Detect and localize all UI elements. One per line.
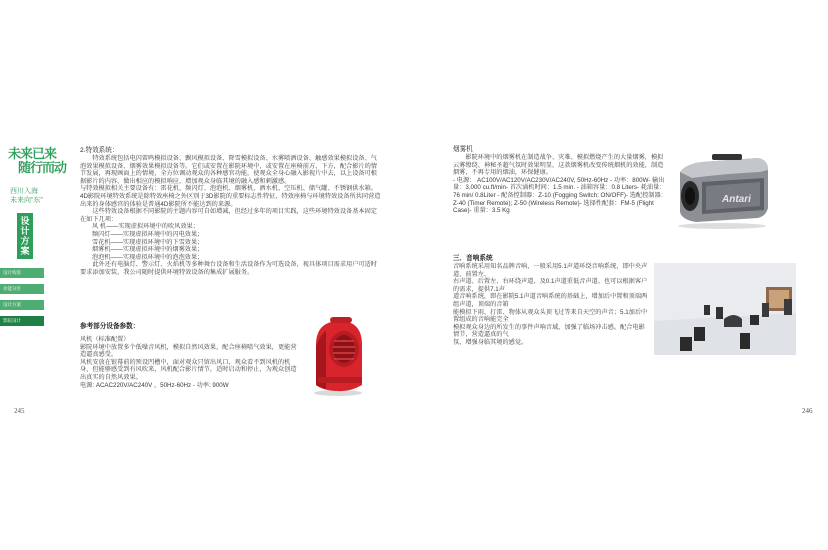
- effects-section: [80, 147, 382, 277]
- effects-closing: 此外还有电脑灯、警示灯、火焰机等多种舞台设备和生活设备作为可选设备，视具体项目需求用户可适时要求添加安装，我公司随时提供环境特效设备的集成扩展服务。: [80, 261, 377, 276]
- page-number-right: 246: [802, 407, 813, 415]
- sound-line: 右声道、后置左、右环绕声道、及0.1声道重低音声道。也可以根据客户的需求，提供7.1声: [453, 278, 648, 293]
- sound-system-image: [654, 263, 796, 355]
- reference-section: [80, 323, 302, 389]
- effects-heading: 2.特效系统：: [80, 147, 119, 154]
- effects-para-3: 这些特效设备根据不同影院的主题内容可自如增减，但经过多年的项目实践，这些环境特效设备基本固定在如下几项：: [80, 208, 377, 223]
- ref-line-4: 电源: ACAC220V/AC240V ，50Hz-60Hz - 功率: 900W: [80, 381, 229, 389]
- list-item: 雪花机——实现虚拟环境中的下雪效果；: [92, 238, 204, 246]
- sidebar-item-4[interactable]: 影院设计: [0, 316, 44, 326]
- sound-line: 模拟观众身边的所发生的事件声响音域，加强了临场冲击感。配合电影情节，营造逼真的气: [453, 323, 645, 339]
- fog-heading: 烟雾机: [453, 146, 473, 153]
- sidebar-nav: [0, 268, 44, 332]
- list-item: 烟雾机——实现虚拟环境中的烟雾效果；: [92, 246, 204, 254]
- fog-section: [453, 146, 667, 215]
- list-item: 泡泡机——实现虚拟环境中的泡泡效果；: [92, 253, 204, 261]
- fog-machine-image: [672, 152, 772, 230]
- ref-line-2: 影院环境中放置多个低噪音风机，模拟自然风效果，配合座椅喷气效果，更能营造逼真感受。: [80, 343, 297, 359]
- sound-line: 氛，增强身临其境的感觉。: [453, 338, 528, 346]
- effects-para-1: 特效系统包括电闪雷鸣模拟设备、飘风模拟设备、降雪模拟设备、水雾喷洒设备、触感效果模拟设备、气泡效果模拟设备、烟雾效果模拟设备等。它们或安置在影院环境中，或安置在座椅前方、下方，配合影片的情节发展，再现画面上的情境，全方位调动观众的各种感官功能，使观众全身心融入影视片中去，以上设备可根据影片的内容，做出相应的模拟响应，增加观众身临其境的融入感和刺激感。: [80, 155, 377, 185]
- slogan-line1: 西川入海: [10, 188, 38, 195]
- fog-desc: 影院环境中的烟雾机在制造战争、灾难、模拟燃烧产生的大量烟雾，模拟云雾缭绕、神秘圣超气氛时效果明显，这款烟雾机改变传统烟机的效能，制造烟雾，不再专用的烟油，环保健康。: [453, 154, 664, 177]
- effects-list: [80, 223, 382, 261]
- ref-line-3: 风机安放在银幕前的预设凹槽中，面对观众只留出风口，观众看不到风机的机身，但能够感受到有风吹来，风机配合影片情节，适时启动和停止，为观众创造出真实的自然风效果。: [80, 358, 297, 381]
- sound-heading: 三．音响系统: [453, 255, 493, 262]
- sound-section: [453, 255, 649, 347]
- list-item: 频闪灯——实现虚拟环境中的闪电效果；: [92, 230, 204, 238]
- slogan-line2: 未来向“东”: [10, 197, 43, 204]
- fog-specs: - 电源： AC100V/AC120V/AC230V/AC240V, 50Hz-60Hz - 功率：800W- 输出量：3,000 cu.ft/min- 首次涌机时间：1.5 min. - 油箱容量：0.8 Liters- 耗油量：76 min/ 0.8Liter - 配备控制器：Z-10 (Fogging Switch: ON/OFF)- 选配控制器：Z-40 (Timer Remote); Z-50 (Wireless Remote)- 选择性配套：FM-5 (Flight Case)- 重量：3.5 Kg: [453, 176, 667, 215]
- brand-logo: [8, 147, 66, 175]
- effects-para-2: 与特效模拟相关主要设备有：雷花机、频闪灯、泡泡机、烟雾机、洒水机、空压机、储气罐、不锈钢供水箱。 4D影院环境特效系统是除特效座椅之外区别于3D影院的重要标志性特征，特效座椅与环境特效设备所共同营造出来的身体感官的体验是普通4D影院所不能达到的来源。: [80, 185, 381, 208]
- sound-line: 能模拟下雨、打雷、物体从观众头顶飞过等来自天空的声音；5.1加后中置组成的音响能完全: [453, 308, 648, 324]
- fan-image: [310, 315, 368, 397]
- slogan: [10, 187, 43, 205]
- list-item: 风 机——实现虚拟环境中的吹风效果；: [92, 223, 199, 231]
- sound-line: 道音响系统，即在影院5.1声道音响系统的基础上，增加后中置和顶端两组声道，顶端的音箱: [453, 293, 648, 308]
- logo-line1: 未来已来: [8, 146, 57, 161]
- sidebar-item-2[interactable]: 功能分区: [0, 284, 44, 294]
- section-title: 设计方案: [17, 213, 33, 259]
- sidebar-item-1[interactable]: 设计构思: [0, 268, 44, 278]
- page-number-left: 245: [14, 407, 25, 415]
- brand-text: Antari: [722, 194, 751, 205]
- ref-line-1: 风机（标准配置）: [80, 336, 130, 343]
- reference-heading: 参考部分设备参数：: [80, 323, 140, 330]
- sidebar-item-3[interactable]: 设计方案: [0, 300, 44, 310]
- sound-line: 音响系统采用知名品牌音响，一般采用5.1声道环绕音响系统，即中央声道、前置左、: [453, 263, 648, 278]
- logo-line2: 随行而动: [18, 160, 67, 175]
